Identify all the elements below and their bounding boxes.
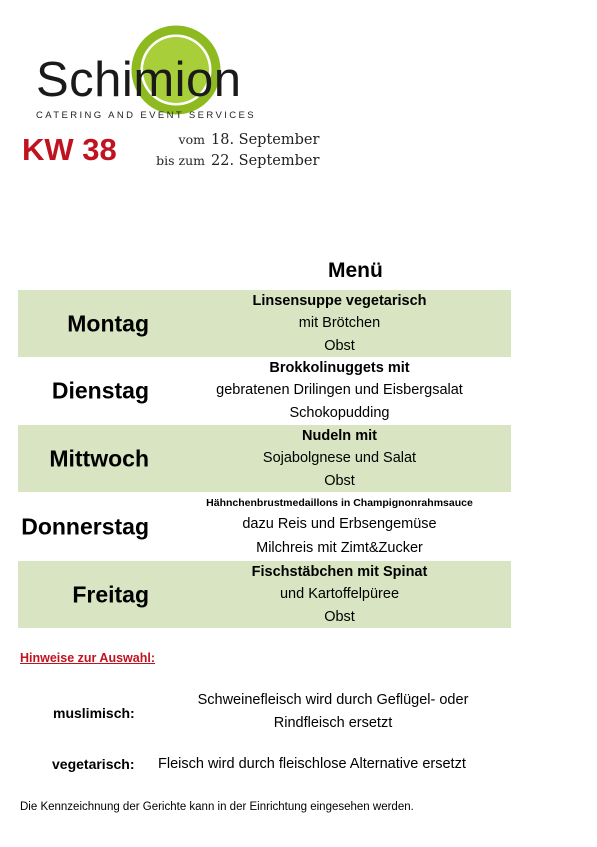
dish-main: Fischstäbchen mit Spinat xyxy=(251,564,428,581)
dish-dessert: Schokopudding xyxy=(289,404,390,421)
dish-dessert: Obst xyxy=(324,608,355,625)
dish-main: Brokkolinuggets mit xyxy=(269,360,410,377)
dish-dessert: Milchreis mit Zimt&Zucker xyxy=(256,540,423,557)
muslim-note xyxy=(178,689,488,735)
dish-main: Hähnchenbrustmedaillons in Champignonrahmsauce xyxy=(206,496,473,509)
dish-dessert: Obst xyxy=(324,472,355,489)
dish xyxy=(168,357,511,424)
dish xyxy=(168,561,511,628)
menu-row-wednesday xyxy=(18,425,511,492)
dish-side: dazu Reis und Erbsengemüse xyxy=(242,516,437,533)
vegetarian-label: vegetarisch: xyxy=(52,756,135,772)
day-name: Freitag xyxy=(72,581,149,607)
dish-main: Nudeln mit xyxy=(302,428,377,445)
day-name: Donnerstag xyxy=(21,513,149,539)
dish-side: und Kartoffelpüree xyxy=(279,586,400,603)
vegetarian-note: Fleisch wird durch fleischlose Alternative ersetzt xyxy=(158,756,466,772)
day-name: Mittwoch xyxy=(49,445,149,471)
dish xyxy=(168,425,511,492)
muslim-note-line2: Rindfleisch ersetzt xyxy=(273,715,393,731)
menu-row-friday xyxy=(18,561,511,628)
week-label: KW 38 xyxy=(22,132,117,167)
day-name: Montag xyxy=(67,310,149,336)
dish-main: Linsensuppe vegetarisch xyxy=(252,293,427,310)
brand-name: Schimion xyxy=(36,53,242,107)
date-from-value: 18. September xyxy=(211,132,320,148)
menu-title: Menü xyxy=(328,259,383,282)
menu-row-monday xyxy=(18,290,511,357)
date-to-value: 22. September xyxy=(211,153,320,169)
brand-logo xyxy=(34,22,284,127)
brand-tagline: CATERING AND EVENT SERVICES xyxy=(36,110,257,121)
date-to-label: bis zum xyxy=(156,153,205,168)
dish-side: mit Brötchen xyxy=(298,315,381,332)
dish-dessert: Obst xyxy=(324,337,355,354)
footer-note: Die Kennzeichnung der Gerichte kann in der Einrichtung eingesehen werden. xyxy=(20,801,414,813)
dish xyxy=(168,493,511,560)
date-from xyxy=(158,132,319,148)
dish-side: gebratenen Drilingen und Eisbergsalat xyxy=(216,382,463,399)
menu-row-thursday xyxy=(18,493,511,560)
dish-side: Sojabolgnese und Salat xyxy=(262,450,417,467)
date-to xyxy=(150,153,319,169)
dish xyxy=(168,290,511,357)
notes-heading: Hinweise zur Auswahl: xyxy=(20,651,155,665)
muslim-label: muslimisch: xyxy=(53,705,135,721)
day-name: Dienstag xyxy=(51,377,149,403)
date-from-label: vom xyxy=(178,132,205,147)
muslim-note-line1: Schweinefleisch wird durch Geflügel- oder xyxy=(197,692,469,708)
menu-row-tuesday xyxy=(18,357,511,424)
